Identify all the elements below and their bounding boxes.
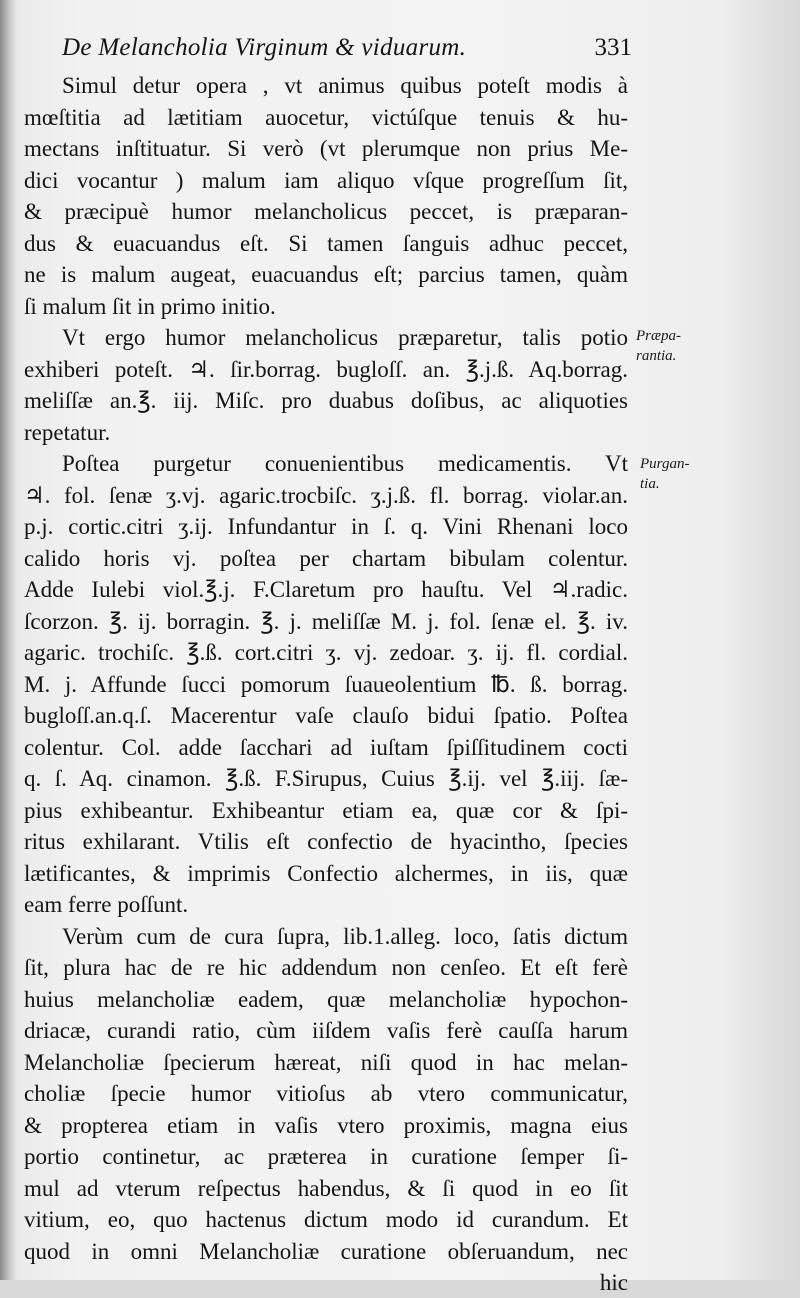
marginal-note-line: Purgan- [640,456,690,472]
page-number: 331 [594,34,632,61]
text-line: ſi malum ſit in primo initio. [24,293,276,319]
text-line: exhiberi poteſt. ♃. ſir.borrag. bugloſſ. an. ℥.j.ß. Aq.borrag. [24,356,628,382]
page-gutter-shadow [0,0,16,1280]
text-line: ſit, plura hac de re hic addendum non cenſeo. Et eſt ferè [24,955,628,980]
text-line: agaric. trochiſc. ℥.ß. cort.citri ʒ. vj. zedoar. ʒ. ij. fl. cordial. [24,640,628,665]
text-line: driacæ, curandi ratio, cùm iiſdem vaſis ferè cauſſa harum [24,1018,628,1043]
text-line: & præcipuè humor melancholicus peccet, is præparan- [24,199,628,224]
catchword: hic [599,1270,628,1295]
text-line: dus & euacuandus eſt. Si tamen ſanguis adhuc peccet, [24,230,628,256]
text-line: & propterea etiam in vaſis vtero proximis, magna eius [24,1112,628,1138]
text-line: choliæ ſpecie humor vitioſus ab vtero communicatur, [24,1081,628,1106]
text-line: ſcorzon. ℥. ij. borragin. ℥. j. meliſſæ M. j. fol. ſenæ el. ℥. iv. [24,608,628,634]
marginal-note-line: rantia. [636,348,677,364]
text-line: ♃. fol. ſenæ ʒ.vj. agaric.trocbiſc. ʒ.j.ß. fl. borrag. violar.an. [24,482,628,508]
marginal-note-line: Præpa- [636,328,681,344]
text-line: mectans inſtituatur. Si verò (vt plerumque non prius Me- [24,136,628,161]
text-line: Simul detur opera , vt animus quibus poteſt modis à [62,73,628,98]
marginal-note-praeparantia [636,326,681,366]
text-line: calido horis vj. poſtea per chartam bibulam colentur. [24,545,628,571]
text-line: vitium, eo, quo hactenus dictum modo id curandum. Et [24,1207,628,1232]
text-line: pius exhibeantur. Exhibeantur etiam ea, quæ cor & ſpi- [24,797,628,823]
text-line: Melancholiæ ſpecierum hæreat, niſi quod in hac melan- [24,1049,628,1075]
text-line: Vt ergo humor melancholicus præparetur, talis potio [62,325,628,350]
text-line: portio continetur, ac præterea in curatione ſemper ſi- [24,1144,628,1169]
text-line: bugloſſ.an.q.ſ. Macerentur vaſe clauſo bidui ſpatio. Poſtea [24,703,628,728]
text-line: q. ſ. Aq. cinamon. ℥.ß. F.Sirupus, Cuius ℥.ij. vel ℥.iij. ſæ- [24,766,628,791]
text-line: dici vocantur ) malum iam aliquo vſque progreſſum ſit, [24,167,628,193]
text-line: huius melancholiæ eadem, quæ melancholiæ hypochon- [24,986,628,1012]
page-header [62,28,632,68]
text-line: Verùm cum de cura ſupra, lib.1.alleg. loco, ſatis dictum [62,923,628,949]
text-line: colentur. Col. adde ſacchari ad iuſtam ſpiſſitudinem cocti [24,734,628,760]
marginal-note-purgantia [640,454,689,494]
text-line: lætificantes, & imprimis Confectio alchermes, in iis, quæ [24,860,628,886]
text-line: eam ferre poſſunt. [24,892,189,917]
text-line: ritus exhilarant. Vtilis eſt confectio de hyacintho, ſpecies [24,829,628,854]
text-line: Adde Iulebi viol.℥.j. F.Claretum pro hauſtu. Vel ♃.radic. [24,577,628,602]
text-line: mul ad vterum reſpectus habendus, & ſi quod in eo ſit [24,1175,628,1201]
text-line: quod in omni Melancholiæ curatione obſeruandum, nec [24,1238,628,1264]
running-title: De Melancholia Virginum & viduarum. [62,34,467,61]
text-line: mœſtitia ad lætitiam auocetur, victúſque tenuis & hu- [24,104,628,130]
text-line: Poſtea purgetur conuenientibus medicamentis. Vt [62,451,628,476]
marginal-note-line: tia. [640,476,660,492]
text-line: M. j. Affunde ſucci pomorum ſuaueolentium ℔. ß. borrag. [24,671,628,697]
text-line: meliſſæ an.℥. iij. Miſc. pro duabus doſibus, ac aliquoties [24,388,628,413]
text-line: ne is malum augeat, euacuandus eſt; parcius tamen, quàm [24,262,628,287]
text-line: p.j. cortic.citri ʒ.ij. Infundantur in ſ. q. Vini Rhenani loco [24,514,628,539]
text-line: repetatur. [24,419,111,445]
